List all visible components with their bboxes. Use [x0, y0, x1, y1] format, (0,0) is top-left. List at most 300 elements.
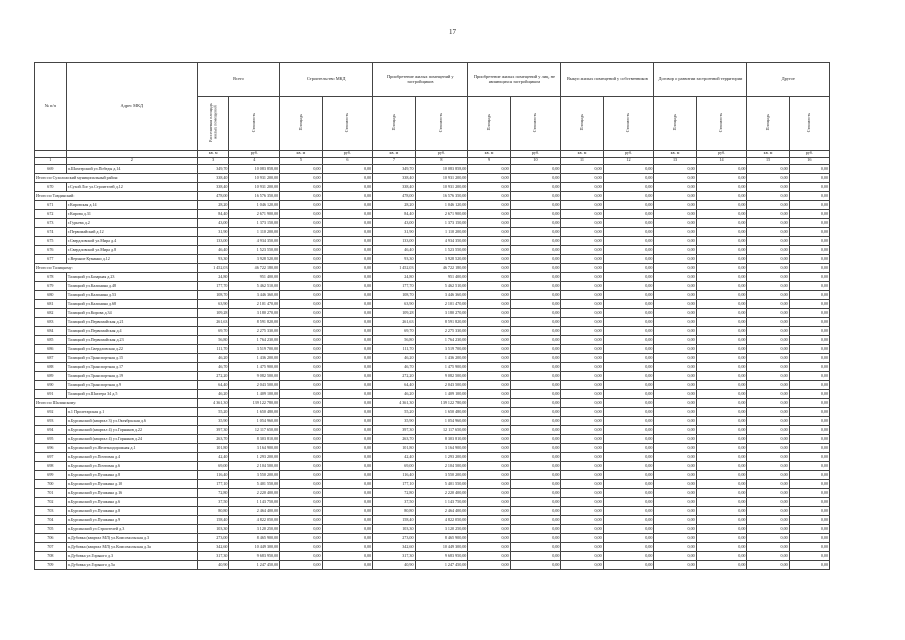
subheader-cost [696, 97, 747, 151]
column-number: 1 [35, 157, 67, 164]
cell-cost: 5 401 550,00 [415, 479, 468, 488]
cell-area: 0,00 [468, 533, 510, 542]
cell-cost: 3 519 700,00 [229, 344, 280, 353]
cell-area: 0,00 [561, 182, 603, 191]
cell-cost: 0,00 [322, 236, 373, 245]
row-number: 681 [35, 299, 67, 308]
cell-cost: 0,00 [789, 272, 829, 281]
row-number: 689 [35, 371, 67, 380]
cell-cost: 0,00 [696, 317, 747, 326]
cell-area: 0,00 [654, 479, 696, 488]
cell-area: 0,00 [280, 344, 322, 353]
row-address: п.Бурсинский ул.Почтовая д.4 [66, 452, 197, 461]
cell-area: 0,00 [561, 227, 603, 236]
cell-area: 80,80 [197, 506, 229, 515]
cell-area: 0,00 [280, 398, 322, 407]
cell-area: 0,00 [747, 290, 789, 299]
cell-area: 0,00 [561, 173, 603, 182]
row-number: 696 [35, 443, 67, 452]
column-number: 6 [322, 157, 373, 164]
cell-area: 4 361,30 [197, 398, 229, 407]
cell-area: 46,70 [373, 362, 415, 371]
cell-area: 0,00 [747, 317, 789, 326]
subheader-cost [229, 97, 280, 151]
cell-area: 0,00 [280, 425, 322, 434]
cell-area: 108,70 [373, 290, 415, 299]
cell-cost: 0,00 [696, 344, 747, 353]
cell-area: 0,00 [654, 209, 696, 218]
cell-area: 0,00 [280, 506, 322, 515]
cell-area: 69,00 [197, 461, 229, 470]
cell-cost: 1 650 480,00 [229, 407, 280, 416]
cell-cost: 12 117 650,00 [415, 425, 468, 434]
cell-cost: 0,00 [789, 497, 829, 506]
cell-area: 0,00 [654, 245, 696, 254]
table-row [35, 245, 830, 254]
cell-cost: 0,00 [510, 524, 561, 533]
cell-cost: 0,00 [789, 236, 829, 245]
cell-cost: 0,00 [510, 263, 561, 272]
cell-cost: 0,00 [322, 218, 373, 227]
row-address: п.1 Пролетарская д.1 [66, 407, 197, 416]
cell-area: 35,90 [373, 416, 415, 425]
cell-cost: 0,00 [603, 344, 654, 353]
cell-area: 0,00 [280, 560, 322, 569]
cell-cost: 0,00 [789, 182, 829, 191]
cell-cost: 2 220 400,00 [229, 488, 280, 497]
cell-area: 55,20 [197, 407, 229, 416]
cell-area: 43,00 [197, 218, 229, 227]
table-row [35, 479, 830, 488]
cell-cost: 8 465 900,00 [229, 533, 280, 542]
cell-cost: 1 523 550,00 [415, 245, 468, 254]
cell-area: 0,00 [561, 218, 603, 227]
cell-cost: 2 671 900,00 [415, 209, 468, 218]
cell-cost: 0,00 [603, 173, 654, 182]
cell-cost: 0,00 [510, 227, 561, 236]
cell-area: 31,90 [197, 227, 229, 236]
cell-area: 0,00 [468, 515, 510, 524]
cell-cost: 0,00 [510, 533, 561, 542]
cell-cost: 0,00 [603, 524, 654, 533]
unit-sq: кв. м [373, 150, 415, 157]
cell-cost: 0,00 [789, 533, 829, 542]
subheader-area [747, 97, 789, 151]
cell-area: 0,00 [280, 263, 322, 272]
row-number: 707 [35, 542, 67, 551]
cell-area: 0,00 [747, 443, 789, 452]
cell-cost: 0,00 [696, 173, 747, 182]
cell-cost: 0,00 [603, 272, 654, 281]
cell-cost: 0,00 [789, 515, 829, 524]
cell-area: 0,00 [468, 326, 510, 335]
cell-cost: 0,00 [510, 461, 561, 470]
subheader-cost-label: Стоимость [344, 112, 350, 133]
cell-area: 0,00 [280, 227, 322, 236]
row-number: 694 [35, 425, 67, 434]
cell-area: 93,30 [373, 254, 415, 263]
cell-cost: 0,00 [322, 488, 373, 497]
cell-area: 109,28 [197, 308, 229, 317]
cell-cost: 0,00 [510, 452, 561, 461]
row-address: г.Первомайский д.12 [66, 227, 197, 236]
unit-blank [35, 150, 67, 157]
cell-area: 0,00 [561, 425, 603, 434]
cell-area: 0,00 [561, 524, 603, 533]
cell-cost: 1 054 960,00 [415, 416, 468, 425]
cell-area: 0,00 [468, 164, 510, 173]
cell-cost: 0,00 [603, 335, 654, 344]
row-address: Талицкий ул.Шахтера 34 д.5 [66, 389, 197, 398]
cell-area: 342,60 [197, 542, 229, 551]
cell-area: 0,00 [654, 200, 696, 209]
cell-area: 0,00 [654, 227, 696, 236]
cell-cost: 2 220 400,00 [415, 488, 468, 497]
cell-area: 0,00 [280, 272, 322, 281]
group-total-row [35, 263, 830, 272]
cell-cost: 0,00 [510, 434, 561, 443]
cell-area: 0,00 [468, 371, 510, 380]
cell-cost: 0,00 [696, 497, 747, 506]
cell-cost: 0,00 [510, 245, 561, 254]
cell-area: 69,70 [197, 326, 229, 335]
cell-cost: 0,00 [696, 389, 747, 398]
cell-cost: 0,00 [322, 407, 373, 416]
cell-cost: 0,00 [322, 245, 373, 254]
cell-cost: 0,00 [696, 425, 747, 434]
cell-area: 0,00 [654, 380, 696, 389]
cell-cost: 1 247 450,00 [415, 560, 468, 569]
cell-cost: 0,00 [510, 254, 561, 263]
cell-area: 0,00 [561, 254, 603, 263]
cell-cost: 0,00 [510, 290, 561, 299]
unit-sq: кв. м [280, 150, 322, 157]
cell-area: 0,00 [468, 542, 510, 551]
table-row [35, 227, 830, 236]
cell-area: 349,70 [197, 164, 229, 173]
cell-cost: 0,00 [789, 191, 829, 200]
cell-area: 0,00 [747, 461, 789, 470]
cell-cost: 0,00 [322, 389, 373, 398]
cell-area: 0,00 [654, 461, 696, 470]
cell-cost: 0,00 [603, 245, 654, 254]
cell-cost: 1 650 480,00 [415, 407, 468, 416]
cell-area: 46,70 [197, 362, 229, 371]
cell-cost: 0,00 [322, 470, 373, 479]
cell-cost: 0,00 [603, 299, 654, 308]
cell-cost: 0,00 [603, 236, 654, 245]
table-row [35, 317, 830, 326]
row-number: 695 [35, 434, 67, 443]
subheader-cost [415, 97, 468, 151]
cell-cost: 0,00 [603, 533, 654, 542]
row-address: Талицкий ул.Транспортная д.19 [66, 371, 197, 380]
group-development-header: Договор о развитии застроенной территории [654, 63, 747, 97]
cell-area: 55,20 [373, 407, 415, 416]
cell-cost: 0,00 [789, 209, 829, 218]
cell-cost: 2 104 500,00 [229, 461, 280, 470]
cell-cost: 0,00 [696, 308, 747, 317]
cell-area: 0,00 [468, 290, 510, 299]
cell-area: 317,30 [197, 551, 229, 560]
cell-cost: 1 247 450,00 [229, 560, 280, 569]
cell-area: 0,00 [747, 173, 789, 182]
cell-area: 0,00 [747, 434, 789, 443]
table-row [35, 524, 830, 533]
cell-cost: 46 722 180,00 [229, 263, 280, 272]
cell-cost: 3 928 520,00 [229, 254, 280, 263]
cell-cost: 4 822 050,00 [415, 515, 468, 524]
cell-area: 0,00 [468, 443, 510, 452]
cell-area: 0,00 [280, 533, 322, 542]
cell-area: 0,00 [654, 290, 696, 299]
cell-cost: 0,00 [789, 353, 829, 362]
cell-area: 177,10 [197, 479, 229, 488]
cell-area: 0,00 [747, 200, 789, 209]
row-number: 703 [35, 506, 67, 515]
cell-cost: 0,00 [603, 362, 654, 371]
unit-sq: кв. м [747, 150, 789, 157]
cell-area: 4 361,30 [373, 398, 415, 407]
cell-cost: 0,00 [603, 191, 654, 200]
unit-rub: руб. [510, 150, 561, 157]
row-number: 708 [35, 551, 67, 560]
cell-cost: 0,00 [789, 479, 829, 488]
cell-area: 24,80 [373, 272, 415, 281]
cell-cost: 0,00 [510, 497, 561, 506]
cell-area: 24,80 [197, 272, 229, 281]
cell-area: 0,00 [747, 560, 789, 569]
table-row [35, 542, 830, 551]
cell-cost: 3 120 250,00 [415, 524, 468, 533]
subheader-area-label: Расселяемая площадь жилых помещений [207, 103, 218, 142]
cell-cost: 0,00 [510, 515, 561, 524]
cell-area: 0,00 [468, 380, 510, 389]
cell-area: 0,00 [468, 182, 510, 191]
cell-cost: 0,00 [696, 272, 747, 281]
cell-area: 0,00 [747, 398, 789, 407]
cell-area: 158,40 [373, 515, 415, 524]
cell-cost: 0,00 [789, 326, 829, 335]
cell-area: 273,00 [373, 533, 415, 542]
cell-cost: 2 464 400,00 [415, 506, 468, 515]
cell-cost: 0,00 [789, 488, 829, 497]
table-row [35, 344, 830, 353]
row-address: Талицкий ул.Калинина д.53 [66, 290, 197, 299]
cell-cost: 0,00 [510, 443, 561, 452]
row-number: 693 [35, 416, 67, 425]
cell-cost: 0,00 [322, 317, 373, 326]
cell-cost: 0,00 [789, 254, 829, 263]
cell-area: 0,00 [654, 281, 696, 290]
cell-area: 478,00 [373, 191, 415, 200]
subheader-cost [510, 97, 561, 151]
cell-area: 0,00 [747, 353, 789, 362]
table-row [35, 182, 830, 191]
row-number: 680 [35, 290, 67, 299]
cell-cost: 0,00 [603, 506, 654, 515]
cell-area: 0,00 [747, 533, 789, 542]
cell-cost: 1 054 960,00 [229, 416, 280, 425]
group-total-header: Всего [197, 63, 279, 97]
row-address: п.Бурсинский (квартал 3) ул.Октябрьская д.6 [66, 416, 197, 425]
cell-cost: 46 722 180,00 [415, 263, 468, 272]
cell-cost: 0,00 [696, 398, 747, 407]
row-address: п.Бурсинский (квартал 4) ул.Горняков д.22 [66, 425, 197, 434]
cell-area: 0,00 [747, 281, 789, 290]
cell-cost: 0,00 [322, 371, 373, 380]
cell-area: 37,50 [197, 497, 229, 506]
cell-area: 0,00 [468, 254, 510, 263]
cell-area: 1 452,03 [373, 263, 415, 272]
cell-area: 0,00 [561, 416, 603, 425]
group-construction-header: Строительство МКД [280, 63, 373, 97]
cell-cost: 0,00 [696, 479, 747, 488]
cell-cost: 0,00 [696, 254, 747, 263]
subheader-area-label: Площадь [390, 114, 396, 131]
cell-area: 0,00 [747, 263, 789, 272]
table-row [35, 281, 830, 290]
row-address: Талицкий ул.Первомайская д.4 [66, 326, 197, 335]
cell-area: 0,00 [561, 389, 603, 398]
cell-area: 338,40 [373, 182, 415, 191]
cell-cost: 0,00 [789, 434, 829, 443]
cell-cost: 0,00 [510, 335, 561, 344]
column-number: 13 [654, 157, 696, 164]
cell-cost: 9 082 500,00 [415, 371, 468, 380]
cell-area: 0,00 [280, 353, 322, 362]
cell-area: 0,00 [747, 452, 789, 461]
cell-cost: 0,00 [603, 371, 654, 380]
row-address: п.Бурсинский ул.Пушкина д.8 [66, 470, 197, 479]
cell-area: 0,00 [654, 362, 696, 371]
cell-area: 177,10 [373, 479, 415, 488]
cell-cost: 0,00 [789, 299, 829, 308]
row-number: 686 [35, 344, 67, 353]
cell-cost: 0,00 [322, 560, 373, 569]
cell-area: 0,00 [280, 317, 322, 326]
cell-cost: 2 464 400,00 [229, 506, 280, 515]
cell-cost: 0,00 [510, 389, 561, 398]
cell-cost: 0,00 [603, 200, 654, 209]
row-number: 704 [35, 515, 67, 524]
cell-area: 0,00 [280, 479, 322, 488]
row-number: 672 [35, 209, 67, 218]
cell-cost: 0,00 [603, 551, 654, 560]
cell-area: 0,00 [561, 317, 603, 326]
cell-area: 0,00 [561, 335, 603, 344]
cell-cost: 0,00 [510, 353, 561, 362]
cell-area: 0,00 [654, 164, 696, 173]
table-row [35, 443, 830, 452]
table-row [35, 353, 830, 362]
cell-cost: 0,00 [322, 443, 373, 452]
cell-area: 0,00 [468, 173, 510, 182]
cell-cost: 0,00 [603, 434, 654, 443]
subheader-area-label: Площадь [764, 114, 770, 131]
cell-area: 0,00 [561, 398, 603, 407]
cell-area: 0,00 [280, 218, 322, 227]
cell-cost: 0,00 [789, 443, 829, 452]
cell-cost: 0,00 [603, 497, 654, 506]
cell-cost: 3 164 900,00 [229, 443, 280, 452]
cell-area: 0,00 [747, 299, 789, 308]
cell-area: 0,00 [280, 245, 322, 254]
column-number: 4 [229, 157, 280, 164]
subheader-area-label: Площадь [671, 114, 677, 131]
cell-area: 0,00 [654, 497, 696, 506]
cell-area: 0,00 [468, 497, 510, 506]
cell-cost: 0,00 [510, 326, 561, 335]
cell-cost: 1 143 750,00 [229, 497, 280, 506]
cell-cost: 1 110 200,00 [415, 227, 468, 236]
column-number: 5 [280, 157, 322, 164]
row-number: 677 [35, 254, 67, 263]
cell-cost: 0,00 [603, 326, 654, 335]
col-address-header: Адрес МКД [66, 63, 197, 151]
cell-area: 0,00 [561, 164, 603, 173]
cell-cost: 0,00 [603, 290, 654, 299]
cell-cost: 0,00 [696, 335, 747, 344]
table-row [35, 407, 830, 416]
cell-area: 111,70 [197, 344, 229, 353]
cell-cost: 0,00 [510, 479, 561, 488]
cell-area: 0,00 [561, 434, 603, 443]
cell-cost: 0,00 [789, 416, 829, 425]
cell-cost: 0,00 [322, 506, 373, 515]
cell-area: 0,00 [468, 245, 510, 254]
row-number: 698 [35, 461, 67, 470]
cell-cost: 0,00 [696, 290, 747, 299]
cell-cost: 0,00 [510, 470, 561, 479]
cell-area: 0,00 [280, 209, 322, 218]
row-address: Талицкий ул.Калинина д.48 [66, 281, 197, 290]
cell-area: 0,00 [561, 308, 603, 317]
cell-area: 63,90 [373, 299, 415, 308]
cell-cost: 10 931 200,00 [415, 182, 468, 191]
cell-cost: 8 303 810,00 [229, 434, 280, 443]
cell-cost: 0,00 [603, 263, 654, 272]
cell-area: 0,00 [654, 551, 696, 560]
table-row [35, 389, 830, 398]
cell-cost: 0,00 [789, 389, 829, 398]
row-address: п.Бурсинский ул.Железнодорожная д.1 [66, 443, 197, 452]
cell-cost: 5 401 550,00 [229, 479, 280, 488]
cell-cost: 0,00 [322, 380, 373, 389]
table-row [35, 380, 830, 389]
cell-cost: 2 104 500,00 [415, 461, 468, 470]
row-address: Талицкий ул.Калинина д.68 [66, 299, 197, 308]
table-row [35, 560, 830, 569]
cell-area: 0,00 [747, 425, 789, 434]
cell-cost: 0,00 [603, 416, 654, 425]
table-row [35, 218, 830, 227]
cell-cost: 1 409 100,00 [415, 389, 468, 398]
cell-cost: 0,00 [510, 380, 561, 389]
cell-cost: 2 671 900,00 [229, 209, 280, 218]
cell-area: 0,00 [468, 479, 510, 488]
cell-area: 69,00 [373, 461, 415, 470]
cell-area: 158,40 [197, 515, 229, 524]
cell-cost: 0,00 [789, 380, 829, 389]
cell-cost: 0,00 [603, 308, 654, 317]
cell-area: 0,00 [280, 461, 322, 470]
cell-cost: 0,00 [510, 281, 561, 290]
subheader-cost-label: Стоимость [532, 112, 538, 133]
cell-area: 338,40 [373, 173, 415, 182]
row-number: 709 [35, 560, 67, 569]
row-address: п.Бурсинский (квартал 4) ул.Горняков д.24 [66, 434, 197, 443]
